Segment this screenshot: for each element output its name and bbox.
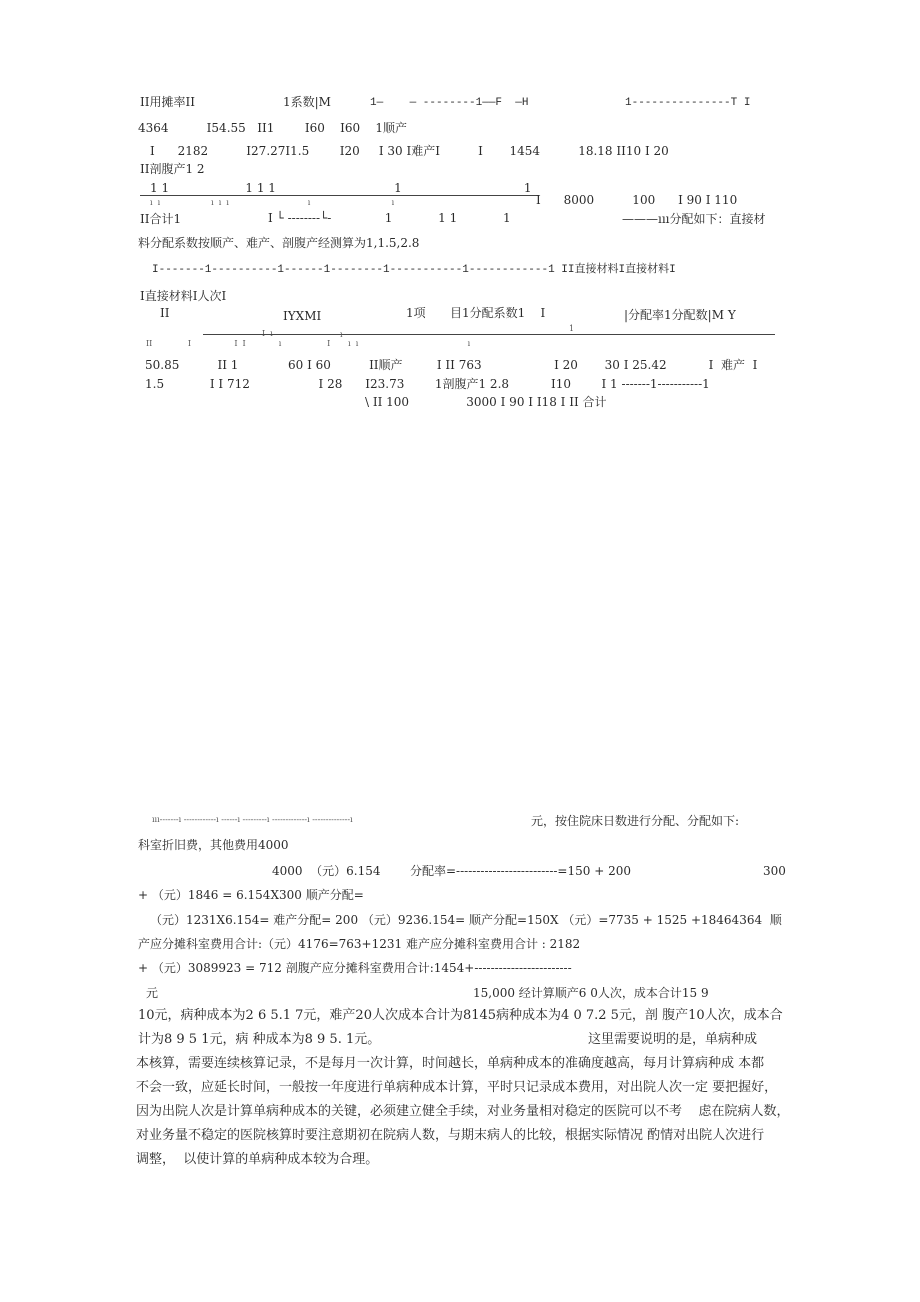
s3-line-2: 科室折旧费，其他费用4000 (138, 838, 289, 852)
s3-line-13: 因为出院人次是计算单病种成本的关键，必须建立健全手续，对业务量相对稳定的医院可以不考 虑在院病人数， (136, 1104, 790, 1119)
t1-row-total: II合计1 (140, 212, 182, 226)
t1-row-cesarean: II剖腹产1 2 (140, 162, 205, 176)
t2-row-total: \ II 100 3000 I 90 I I18 I II 合计 (365, 395, 607, 409)
t2-row-normal: 50.85 II 1 60 I 60 II顺产 I II 763 I 20 30 I 25.42 I 难产 I (145, 358, 758, 372)
t1-row-allocation-text: ———ııı分配如下：直接材 (622, 212, 766, 226)
s3-line-9: 10元，病种成本为2 6 5.1 7元，难产20人次成本合计为8145病种成本为4 0 7.2 5元，剖 腹产10人次，成本合 (138, 1008, 783, 1023)
t1-row-header-d: 1---------------T I (625, 97, 751, 109)
s3-line-3c: 300 (763, 864, 786, 878)
s3-line-8a: 元 (146, 986, 159, 1000)
s3-line-15: 调整， 以使计算的单病种成本较为合理。 (136, 1152, 379, 1167)
s3-line-7: + （元）3089923 = 712 剖腹产应分摊科室费用合计:1454+------------------------ (138, 961, 572, 975)
t1-row-header-a: II用摊率II (140, 95, 195, 109)
s3-line-10a: 计为8 9 5 1元，病 种成本为8 9 5. 1元。 (138, 1032, 381, 1047)
t2-header-material: I直接材料I人次I (140, 289, 227, 303)
s3-line-1: 元，按住院床日数进行分配、分配如下: (531, 814, 740, 828)
t1-row-ticks: ı ı ı ı ı ı ı (150, 198, 395, 207)
t2-header-rate: |分配率1分配数|M Y (624, 308, 736, 322)
t2-ticks-row: II I I I ı I ı ı ı (146, 339, 471, 348)
s3-line-14: 对业务量不稳定的医院核算时要注意期初在院病人数，与期末病人的比较，根据实际情况 酌情对出院人次进行 (136, 1128, 765, 1143)
t2-ticks-b: 1 (569, 324, 575, 333)
t1-row-total-values: I 8000 100 I 90 I 110 (536, 193, 738, 207)
s3-line-5: （元）1231X6.154= 难产分配= 200 （元）9236.154= 顺产分配=150X （元）=7735 + 1525 +18464364 顺 (150, 913, 782, 927)
t2-rule (203, 334, 775, 335)
t2-header-b: IYXMI (283, 309, 322, 323)
t1-row-marks: 1 1 1 1 1 1 1 (150, 181, 532, 195)
t1-material-coefficient-text: 料分配系数按顺产、难产、剖腹产经测算为1,1.5,2.8 (138, 236, 420, 250)
s3-line-12: 不会一致，应延长时间，一般按一年度进行单病种成本计算，平时只记录成本费用，对出院人次一定 要把握好， (136, 1080, 778, 1095)
t2-header-coefficient: 目1分配系数1 I (450, 306, 546, 320)
s3-dash-line: ııı-------ı ------------ı ------ı ---------ı -------------ı --------------ı (152, 815, 353, 824)
s3-line-6: 产应分摊科室费用合计:（元）4176=763+1231 难产应分摊科室费用合计 : 2182 (138, 937, 581, 951)
s3-line-11: 本核算，需要连续核算记录，不是每月一次计算，时间越长，单病种成本的准确度越高，每月计算病种成 本都 (136, 1056, 765, 1071)
t1-row-total-marks: I └ --------└- 1 1 1 1 (268, 211, 511, 225)
t1-row-header-b: 1系数|M (283, 95, 331, 109)
t2-row-cesarean: 1.5 I I 712 I 28 I23.73 1剖腹产1 2.8 I10 I 1 -------1-----------1 (145, 377, 710, 391)
t2-header-line: I-------1----------1------1--------1-----------1------------1 II直接材料I直接材料I (152, 264, 676, 276)
t1-row-normal: 4364 I54.55 II1 I60 I60 1顺产 (138, 121, 408, 135)
t2-ticks-c: ı (340, 330, 343, 339)
t1-row-header-c: 1— — --------1——F —H (370, 97, 529, 109)
t1-row-difficult: I 2182 I27.27I1.5 I20 I 30 I难产I I 1454 18.18 II10 I 20 (150, 144, 669, 158)
s3-line-3b: 分配率=-------------------------=150 + 200 (410, 864, 631, 878)
s3-line-3a: 4000 （元）6.154 (272, 864, 381, 878)
s3-line-10b: 这里需要说明的是，单病种成 (588, 1032, 758, 1047)
s3-line-4: + （元）1846 = 6.154X300 顺产分配= (138, 888, 364, 902)
t2-header-item: 1项 (406, 306, 426, 320)
t1-rule (140, 195, 538, 196)
s3-line-8b: 15,000 经计算顺产6 0人次，成本合计15 9 (473, 986, 709, 1000)
t2-header-a: II (160, 306, 170, 320)
